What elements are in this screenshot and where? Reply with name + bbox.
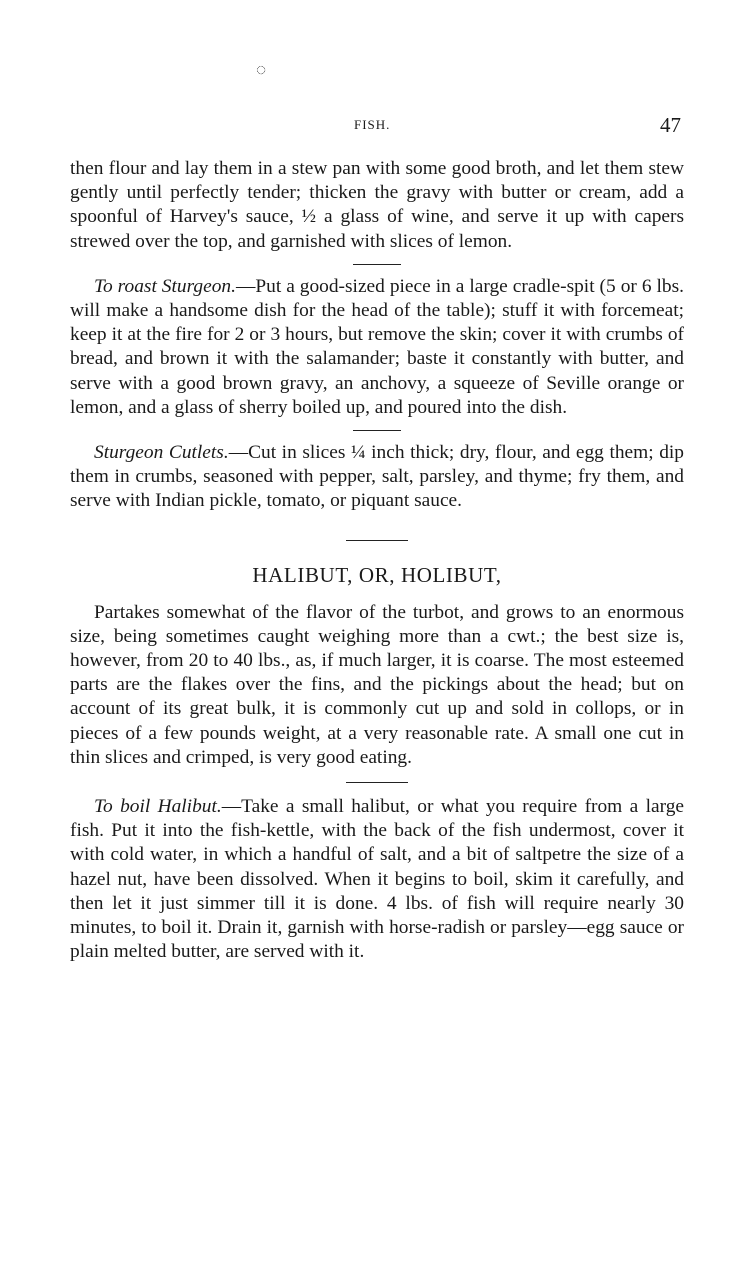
recipe-title: Sturgeon Cutlets. bbox=[94, 442, 229, 464]
section-heading: HALIBUT, OR, HOLIBUT, bbox=[252, 562, 502, 587]
recipe-title: To roast Sturgeon. bbox=[94, 275, 236, 297]
running-head: FISH. bbox=[354, 117, 391, 132]
page-body bbox=[70, 157, 684, 964]
recipe-body: —Cut in slices ¼ inch thick; dry, flour, and egg them; dip them in crumbs, seasoned with pepper, salt, parsley, and thyme; fry them, and serve with Indian pickle, tomato, or piquant sauce. bbox=[70, 442, 684, 512]
page-number: 47 bbox=[660, 113, 681, 137]
recipe-body: —Take a small halibut, or what you require from a large fish. Put it into the fish-kettle, with the back of the fish undermost, cover it with cold water, in which a handful of salt, and a bit of saltpetre the size of a hazel nut, have been dissolved. When it begins to boil, skim it carefully, and then let it just simmer till it is done. 4 lbs. of fish will require nearly 30 minutes, to boil it. Drain it, garnish with horse-radish or parsley—egg sauce or plain melted butter, are served with it. bbox=[70, 796, 684, 963]
paragraph-boil-halibut bbox=[70, 795, 684, 964]
paragraph-continued: then flour and lay them in a stew pan with some good broth, and let them stew gently until perfectly tender; thicken the gravy with butter or cream, add a spoonful of Harvey's sauce, ½ a glass of wine, and serve it up with capers strewed over the top, and garnished with slices of lemon. bbox=[70, 158, 684, 252]
paragraph-halibut: Partakes somewhat of the flavor of the turbot, and grows to an enormous size, being sometimes caught weighing more than a cwt.; the best size is, however, from 20 to 40 lbs., as, if much larger, it is coarse. The most esteemed parts are the flakes over the fins, and the pickings about the head; but on account of its great bulk, it is commonly cut up and sold in collops, or in pieces of a few pounds weight, at a very reasonable rate. A small one cut in thin slices and crimped, is very good eating. bbox=[70, 601, 684, 768]
recipe-title: To boil Halibut. bbox=[94, 796, 222, 818]
paragraph-sturgeon-cutlets bbox=[70, 441, 684, 514]
paragraph-roast-sturgeon bbox=[70, 275, 684, 420]
page-mark: ◌ bbox=[256, 60, 267, 79]
recipe-body: —Put a good-sized piece in a large cradle-spit (5 or 6 lbs. will make a handsome dish for the head of the table); stuff it with forcemeat; keep it at the fire for 2 or 3 hours, but remove the skin; cover it with crumbs of bread, and brown it with the salamander; baste it constantly with butter, and serve with a good brown gravy, an anchovy, a squeeze of Seville orange or lemon, and a glass of sherry boiled up, and poured into the dish. bbox=[70, 275, 684, 418]
